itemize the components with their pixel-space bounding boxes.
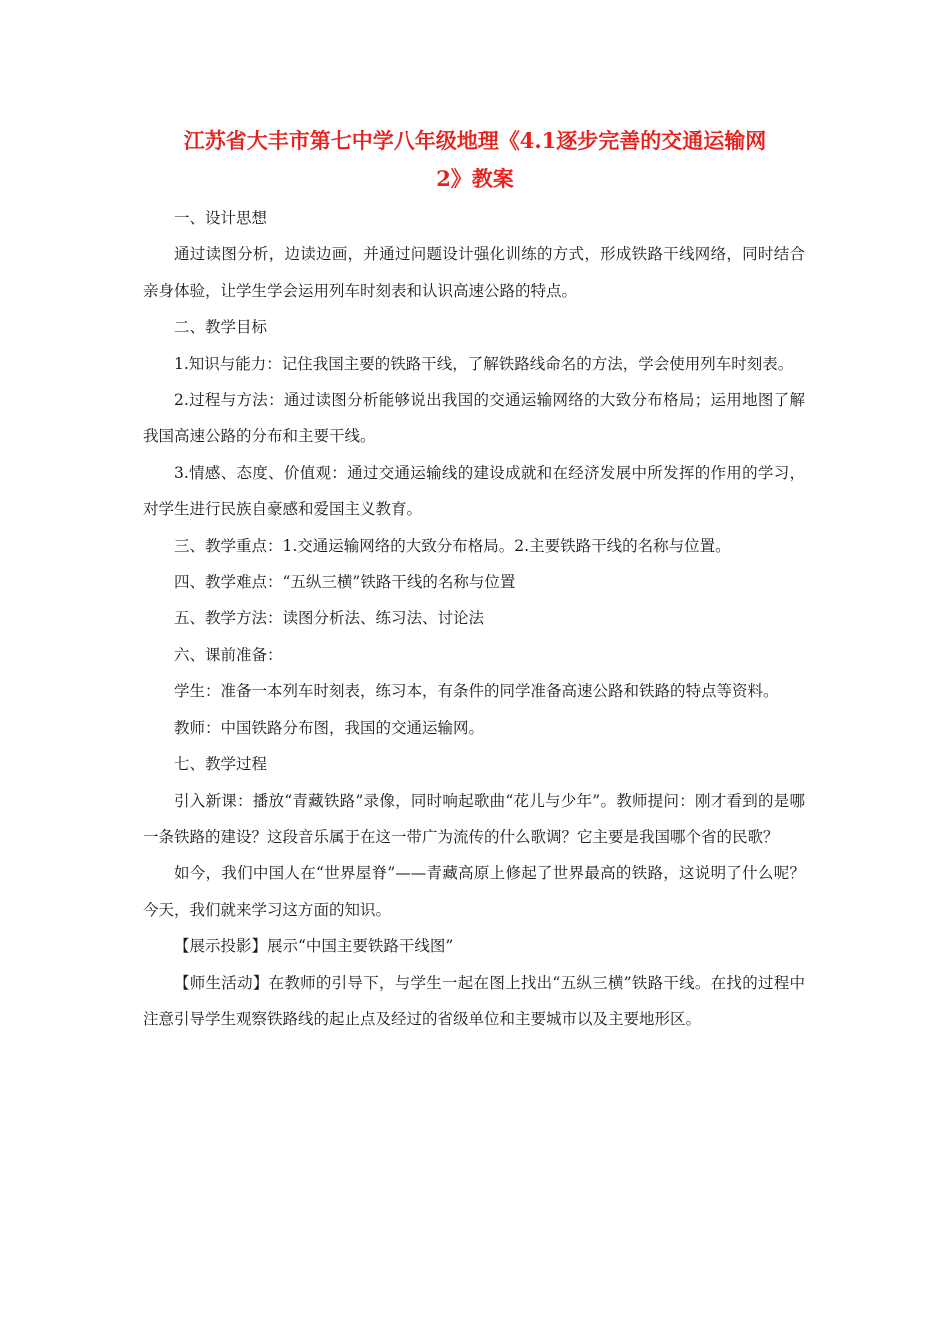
title-line-1: 江苏省大丰市第七中学八年级地理《4.1逐步完善的交通运输网 — [183, 128, 767, 153]
paragraph-key-points: 三、教学重点：1.交通运输网络的大致分布格局。2.主要铁路干线的名称与位置。 — [174, 536, 731, 555]
paragraph-methods: 五、教学方法：读图分析法、练习法、讨论法 — [174, 609, 485, 628]
document-body — [143, 200, 805, 1037]
paragraph-goal-knowledge: 1.知识与能力：记住我国主要的铁路干线，了解铁路线命名的方法，学会使用列车时刻表。 — [174, 354, 794, 373]
paragraph-goal-process: 2.过程与方法：通过读图分析能够说出我国的交通运输网络的大致分布格局；运用地图了解我国高速公路的分布和主要干线。 — [143, 391, 805, 446]
document-title — [140, 122, 810, 198]
paragraph-activity: 【师生活动】在教师的引导下，与学生一起在图上找出“五纵三横”铁路干线。在找的过程中注意引导学生观察铁路线的起止点及经过的省级单位和主要城市以及主要地形区。 — [143, 973, 805, 1028]
paragraph-student-prep: 学生：准备一本列车时刻表，练习本，有条件的同学准备高速公路和铁路的特点等资料。 — [174, 682, 779, 701]
paragraph-introduction: 引入新课：播放“青藏铁路”录像，同时响起歌曲“花儿与少年”。教师提问：刚才看到的是哪一条铁路的建设？这段音乐属于在这一带广为流传的什么歌调？它主要是我国哪个省的民歌？ — [143, 791, 805, 846]
section-heading-preparation: 六、课前准备： — [174, 645, 283, 664]
section-heading-process: 七、教学过程 — [174, 755, 268, 774]
paragraph-difficulties: 四、教学难点：“五纵三横”铁路干线的名称与位置 — [174, 573, 516, 592]
paragraph-design-thought: 通过读图分析，边读边画，并通过问题设计强化训练的方式，形成铁路干线网络，同时结合亲身体验，让学生学会运用列车时刻表和认识高速公路的特点。 — [143, 245, 805, 300]
paragraph-goal-emotion: 3.情感、态度、价值观：通过交通运输线的建设成就和在经济发展中所发挥的作用的学习，对学生进行民族自豪感和爱国主义教育。 — [143, 463, 805, 519]
paragraph-projection: 【展示投影】展示“中国主要铁路干线图” — [174, 937, 454, 956]
paragraph-today: 如今，我们中国人在“世界屋脊”——青藏高原上修起了世界最高的铁路，这说明了什么呢？今天，我们就来学习这方面的知识。 — [143, 864, 805, 919]
section-heading-design: 一、设计思想 — [174, 209, 268, 227]
paragraph-teacher-prep: 教师：中国铁路分布图，我国的交通运输网。 — [174, 718, 485, 737]
section-heading-goals: 二、教学目标 — [174, 318, 268, 337]
title-line-2: 2》教案 — [436, 166, 514, 191]
